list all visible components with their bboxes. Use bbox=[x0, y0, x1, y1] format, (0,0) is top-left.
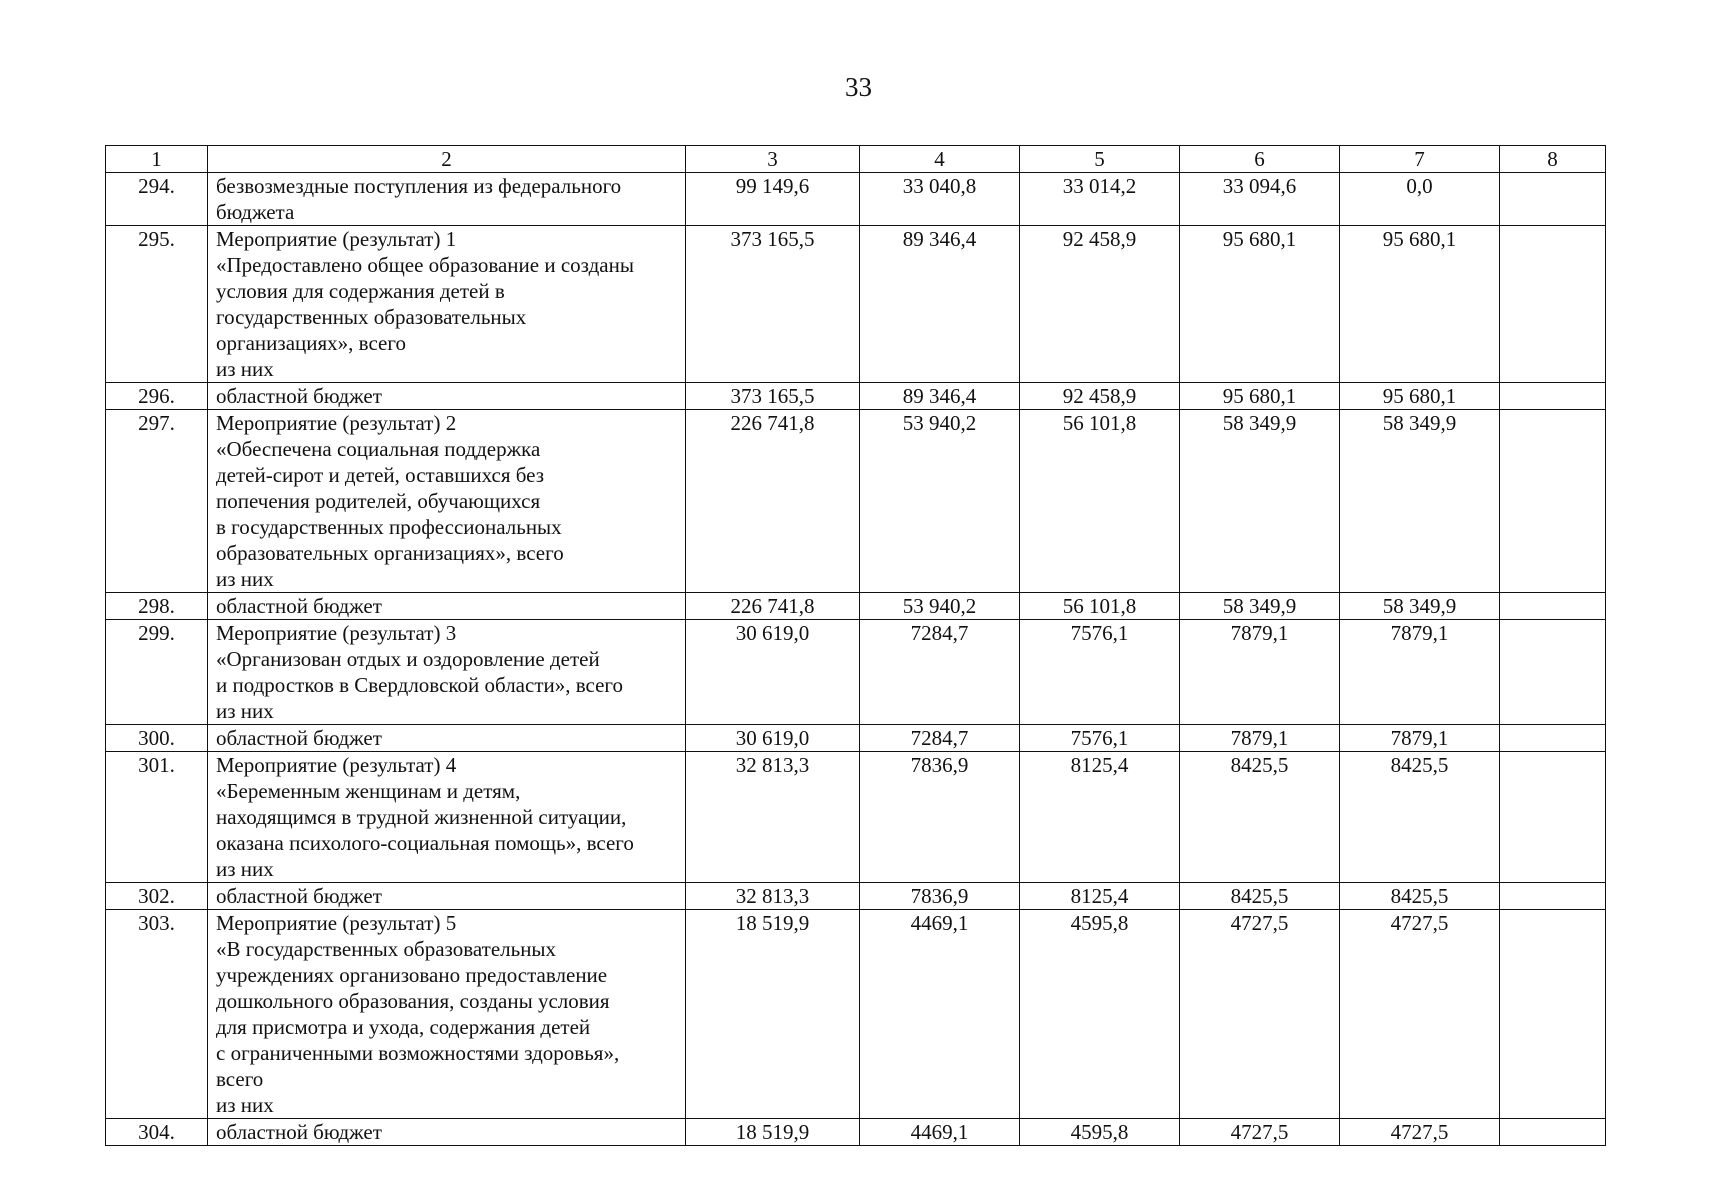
column-header: 6 bbox=[1180, 146, 1340, 173]
row-name-cell: областной бюджет bbox=[208, 1119, 686, 1146]
value-cell-col-4: 89 346,4 bbox=[860, 226, 1020, 383]
value-cell-col-5: 8125,4 bbox=[1020, 883, 1180, 910]
value-cell-col-8 bbox=[1500, 883, 1606, 910]
row-name-cell: областной бюджет bbox=[208, 383, 686, 410]
table-row bbox=[106, 226, 1606, 383]
table-row bbox=[106, 725, 1606, 752]
table-row bbox=[106, 410, 1606, 593]
column-number-header-row bbox=[106, 146, 1606, 173]
value-cell-col-7: 8425,5 bbox=[1340, 752, 1500, 883]
value-cell-col-4: 4469,1 bbox=[860, 910, 1020, 1119]
row-number-cell: 304. bbox=[106, 1119, 208, 1146]
column-header: 2 bbox=[208, 146, 686, 173]
value-cell-col-4: 89 346,4 bbox=[860, 383, 1020, 410]
table-row bbox=[106, 173, 1606, 226]
budget-table bbox=[105, 145, 1606, 1146]
value-cell-col-5: 4595,8 bbox=[1020, 1119, 1180, 1146]
value-cell-col-3: 18 519,9 bbox=[686, 910, 860, 1119]
value-cell-col-5: 56 101,8 bbox=[1020, 410, 1180, 593]
row-number-cell: 298. bbox=[106, 593, 208, 620]
value-cell-col-8 bbox=[1500, 910, 1606, 1119]
value-cell-col-8 bbox=[1500, 383, 1606, 410]
value-cell-col-8 bbox=[1500, 752, 1606, 883]
value-cell-col-5: 7576,1 bbox=[1020, 620, 1180, 725]
row-name-cell: Мероприятие (результат) 1 «Предоставлено общее образование и созданы условия для содержания детей в государственных образовательных организациях», всего из них bbox=[208, 226, 686, 383]
column-header: 7 bbox=[1340, 146, 1500, 173]
value-cell-col-7: 7879,1 bbox=[1340, 620, 1500, 725]
value-cell-col-5: 92 458,9 bbox=[1020, 226, 1180, 383]
value-cell-col-3: 30 619,0 bbox=[686, 620, 860, 725]
row-name-cell: Мероприятие (результат) 2 «Обеспечена социальная поддержка детей-сирот и детей, оставшихся без попечения родителей, обучающихся в государственных профессиональных образовательных организациях», всего из них bbox=[208, 410, 686, 593]
value-cell-col-6: 7879,1 bbox=[1180, 620, 1340, 725]
column-header: 8 bbox=[1500, 146, 1606, 173]
value-cell-col-8 bbox=[1500, 620, 1606, 725]
value-cell-col-4: 53 940,2 bbox=[860, 410, 1020, 593]
value-cell-col-7: 7879,1 bbox=[1340, 725, 1500, 752]
row-number-cell: 296. bbox=[106, 383, 208, 410]
column-header: 3 bbox=[686, 146, 860, 173]
value-cell-col-4: 7836,9 bbox=[860, 883, 1020, 910]
value-cell-col-8 bbox=[1500, 1119, 1606, 1146]
value-cell-col-4: 53 940,2 bbox=[860, 593, 1020, 620]
value-cell-col-8 bbox=[1500, 226, 1606, 383]
table-row bbox=[106, 593, 1606, 620]
value-cell-col-3: 18 519,9 bbox=[686, 1119, 860, 1146]
value-cell-col-3: 99 149,6 bbox=[686, 173, 860, 226]
value-cell-col-4: 7284,7 bbox=[860, 620, 1020, 725]
value-cell-col-8 bbox=[1500, 173, 1606, 226]
value-cell-col-8 bbox=[1500, 725, 1606, 752]
row-name-cell: Мероприятие (результат) 3 «Организован отдых и оздоровление детей и подростков в Свердловской области», всего из них bbox=[208, 620, 686, 725]
value-cell-col-4: 7836,9 bbox=[860, 752, 1020, 883]
value-cell-col-4: 4469,1 bbox=[860, 1119, 1020, 1146]
value-cell-col-6: 8425,5 bbox=[1180, 883, 1340, 910]
row-number-cell: 294. bbox=[106, 173, 208, 226]
row-number-cell: 299. bbox=[106, 620, 208, 725]
column-header: 5 bbox=[1020, 146, 1180, 173]
value-cell-col-5: 7576,1 bbox=[1020, 725, 1180, 752]
row-number-cell: 303. bbox=[106, 910, 208, 1119]
value-cell-col-8 bbox=[1500, 593, 1606, 620]
value-cell-col-3: 226 741,8 bbox=[686, 593, 860, 620]
table-row bbox=[106, 910, 1606, 1119]
column-header: 4 bbox=[860, 146, 1020, 173]
value-cell-col-6: 7879,1 bbox=[1180, 725, 1340, 752]
value-cell-col-6: 58 349,9 bbox=[1180, 593, 1340, 620]
value-cell-col-6: 95 680,1 bbox=[1180, 383, 1340, 410]
table-body bbox=[106, 173, 1606, 1146]
table-row bbox=[106, 883, 1606, 910]
page-number: 33 bbox=[845, 72, 872, 102]
value-cell-col-5: 56 101,8 bbox=[1020, 593, 1180, 620]
value-cell-col-4: 7284,7 bbox=[860, 725, 1020, 752]
value-cell-col-5: 92 458,9 bbox=[1020, 383, 1180, 410]
value-cell-col-5: 8125,4 bbox=[1020, 752, 1180, 883]
value-cell-col-3: 30 619,0 bbox=[686, 725, 860, 752]
value-cell-col-8 bbox=[1500, 410, 1606, 593]
row-number-cell: 301. bbox=[106, 752, 208, 883]
row-name-cell: Мероприятие (результат) 4 «Беременным женщинам и детям, находящимся в трудной жизненной ситуации, оказана психолого-социальная помощь», всего из них bbox=[208, 752, 686, 883]
value-cell-col-3: 373 165,5 bbox=[686, 383, 860, 410]
value-cell-col-7: 4727,5 bbox=[1340, 910, 1500, 1119]
value-cell-col-3: 32 813,3 bbox=[686, 752, 860, 883]
value-cell-col-7: 4727,5 bbox=[1340, 1119, 1500, 1146]
value-cell-col-6: 8425,5 bbox=[1180, 752, 1340, 883]
column-header: 1 bbox=[106, 146, 208, 173]
table-row bbox=[106, 383, 1606, 410]
value-cell-col-6: 4727,5 bbox=[1180, 1119, 1340, 1146]
row-name-cell: Мероприятие (результат) 5 «В государственных образовательных учреждениях организовано предоставление дошкольного образования, созданы условия для присмотра и ухода, содержания детей с ограниченными возможностями здоровья», всего из них bbox=[208, 910, 686, 1119]
value-cell-col-6: 95 680,1 bbox=[1180, 226, 1340, 383]
row-name-cell: безвозмездные поступления из федерального бюджета bbox=[208, 173, 686, 226]
value-cell-col-7: 95 680,1 bbox=[1340, 383, 1500, 410]
value-cell-col-4: 33 040,8 bbox=[860, 173, 1020, 226]
value-cell-col-7: 0,0 bbox=[1340, 173, 1500, 226]
table-row bbox=[106, 1119, 1606, 1146]
row-number-cell: 295. bbox=[106, 226, 208, 383]
value-cell-col-6: 4727,5 bbox=[1180, 910, 1340, 1119]
table-row bbox=[106, 752, 1606, 883]
row-name-cell: областной бюджет bbox=[208, 883, 686, 910]
value-cell-col-3: 373 165,5 bbox=[686, 226, 860, 383]
value-cell-col-3: 226 741,8 bbox=[686, 410, 860, 593]
value-cell-col-6: 33 094,6 bbox=[1180, 173, 1340, 226]
table-row bbox=[106, 620, 1606, 725]
value-cell-col-7: 95 680,1 bbox=[1340, 226, 1500, 383]
value-cell-col-5: 33 014,2 bbox=[1020, 173, 1180, 226]
row-number-cell: 297. bbox=[106, 410, 208, 593]
row-name-cell: областной бюджет bbox=[208, 725, 686, 752]
row-number-cell: 300. bbox=[106, 725, 208, 752]
value-cell-col-7: 8425,5 bbox=[1340, 883, 1500, 910]
row-name-cell: областной бюджет bbox=[208, 593, 686, 620]
value-cell-col-3: 32 813,3 bbox=[686, 883, 860, 910]
row-number-cell: 302. bbox=[106, 883, 208, 910]
value-cell-col-6: 58 349,9 bbox=[1180, 410, 1340, 593]
value-cell-col-7: 58 349,9 bbox=[1340, 593, 1500, 620]
value-cell-col-5: 4595,8 bbox=[1020, 910, 1180, 1119]
value-cell-col-7: 58 349,9 bbox=[1340, 410, 1500, 593]
